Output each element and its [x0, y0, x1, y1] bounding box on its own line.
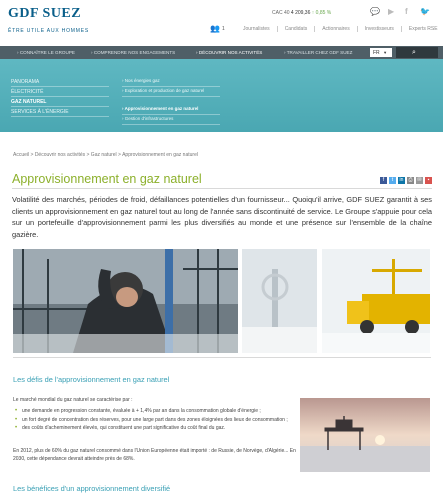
search-icon: ⌕ [412, 49, 416, 56]
worker-illustration [13, 249, 238, 353]
submenu-arrow-icon: › [122, 78, 125, 83]
list-item: • un fort degré de concentration des réserves, pour une large part dans des zones éloignées des lieux de consommation ; [13, 417, 293, 425]
nav-label: DÉCOUVRIR NOS ACTIVITÉS [198, 50, 263, 55]
menu-item-electricite[interactable]: ÉLECTRICITÉ [11, 87, 109, 97]
submenu-arrow-icon: › [122, 88, 125, 93]
intro-paragraph: Volatilité des marchés, périodes de froid, défaillances potentielles d'un fournisseur... Quoiqu'il arrive, GDF SUEZ garantit à ses clients un approvisionnement en gaz naturel tout au long de l'année sans discontinuité de service. Le Groupe s'appuie pour cela sur un portefeuille d'approvisionnement parmi les plus diversifiés au monde et une présence sur l'ensemble de la chaîne gazière. [12, 195, 432, 239]
submenu-item-exploration[interactable] [122, 86, 220, 97]
video-icon[interactable]: ▶ [388, 7, 395, 16]
nav-arrow-icon: › [91, 50, 94, 55]
language-value: FR [373, 50, 380, 56]
section-lead: Le marché mondial du gaz naturel se caractérise par : [13, 397, 133, 403]
breadcrumb[interactable]: Accueil > Découvrir nos activités > Gaz naturel > Approvisionnement en gaz naturel [13, 152, 198, 158]
main-nav [0, 46, 443, 59]
submenu-item-infrastructures[interactable] [122, 114, 220, 125]
quote-change: ↑ 0,85 % [311, 10, 332, 16]
menu-item-panorama[interactable]: PANORAMA [11, 77, 109, 87]
nav-item-decouvrir[interactable] [196, 46, 262, 59]
facebook-icon[interactable]: f [405, 7, 408, 16]
share-tools [380, 177, 432, 184]
nav-item-comprendre[interactable] [91, 46, 175, 59]
logo-tagline: ÊTRE UTILE AUX HOMMES [8, 28, 89, 34]
challenges-list [13, 408, 293, 434]
twitter-icon[interactable]: 🐦 [420, 7, 430, 16]
platform-photo [300, 398, 430, 472]
quote-value: 4 209,36 [290, 10, 311, 16]
platform-illustration [300, 398, 430, 472]
section-heading-benefices: Les bénéfices d'un approvisionnement diversifié [13, 484, 171, 493]
submenu-label: Gestion d'infrastructures [124, 116, 174, 121]
nav-label: CONNAÎTRE LE GROUPE [19, 50, 75, 55]
title-divider [12, 188, 432, 189]
snow-valve-photo [242, 249, 317, 353]
search-button[interactable] [396, 47, 438, 58]
chevron-down-icon: ▼ [383, 50, 388, 55]
page-title: Approvisionnement en gaz naturel [12, 172, 202, 186]
list-item: • une demande en progression constante, évaluée à + 1,4% par an dans la consommation globale d'énergie ; [13, 408, 293, 416]
section-paragraph: En 2012, plus de 60% du gaz naturel consommé dans l'Union Européenne était importé : de Russie, de Norvège, d'Algérie... En 2030, cette dépendance devrait atteindre près de 68%. [13, 448, 296, 462]
pdf-icon[interactable]: ▪ [425, 177, 432, 184]
truck-photo [322, 249, 430, 353]
nav-label: TRAVAILLER CHEZ GDF SUEZ [286, 50, 353, 55]
nav-label: COMPRENDRE NOS ENGAGEMENTS [93, 50, 176, 55]
facebook-share-icon[interactable]: f [380, 177, 387, 184]
submenu-arrow-icon: › [122, 106, 125, 111]
top-link-actionnaires[interactable]: Actionnaires [315, 26, 358, 32]
print-icon[interactable]: ⎙ [408, 177, 413, 183]
top-links [236, 26, 443, 32]
language-select[interactable] [370, 48, 392, 57]
worker-photo [13, 249, 238, 353]
linkedin-share-icon[interactable]: in [399, 177, 404, 183]
nav-arrow-icon: › [284, 50, 287, 55]
submenu-label: Exploration et production de gaz naturel [124, 88, 205, 93]
valve-illustration [242, 249, 317, 353]
chat-icon[interactable]: 💬 [370, 7, 380, 16]
section-heading-defis: Les défis de l'approvisionnement en gaz naturel [13, 375, 170, 384]
top-link-journalistes[interactable]: Journalistes [236, 26, 278, 32]
list-item: • des coûts d'acheminement élevés, qui constituent une part significative du coût final du gaz. [13, 425, 293, 433]
people-icon[interactable]: 👥 [210, 24, 220, 33]
photo-divider [13, 357, 431, 358]
people-count: 1 [222, 26, 225, 32]
nav-item-connaitre[interactable] [17, 46, 75, 59]
logo[interactable] [8, 6, 108, 38]
quote-label: CAC 40 [272, 10, 290, 16]
submenu-label: Nos énergies gaz [124, 78, 160, 83]
logo-text: GDF SUEZ [8, 6, 82, 21]
truck-illustration [322, 249, 430, 353]
top-link-experts-rse[interactable]: Experts RSE [408, 26, 438, 32]
nav-item-travailler[interactable] [284, 46, 352, 59]
submenu-label: Approvisionnement en gaz naturel [124, 106, 199, 111]
top-link-investisseurs[interactable]: Investisseurs [358, 26, 402, 32]
nav-arrow-icon: › [196, 50, 199, 55]
menu-item-services[interactable]: SERVICES À L'ÉNERGIE [11, 107, 109, 117]
menu-item-gaz-naturel[interactable]: GAZ NATUREL [11, 97, 109, 107]
top-link-candidats[interactable]: Candidats [278, 26, 316, 32]
email-icon[interactable]: ✉ [417, 177, 422, 183]
submenu-arrow-icon: › [122, 116, 125, 121]
twitter-share-icon[interactable]: t [389, 177, 396, 184]
nav-arrow-icon: › [17, 50, 20, 55]
stock-quote [272, 10, 331, 16]
